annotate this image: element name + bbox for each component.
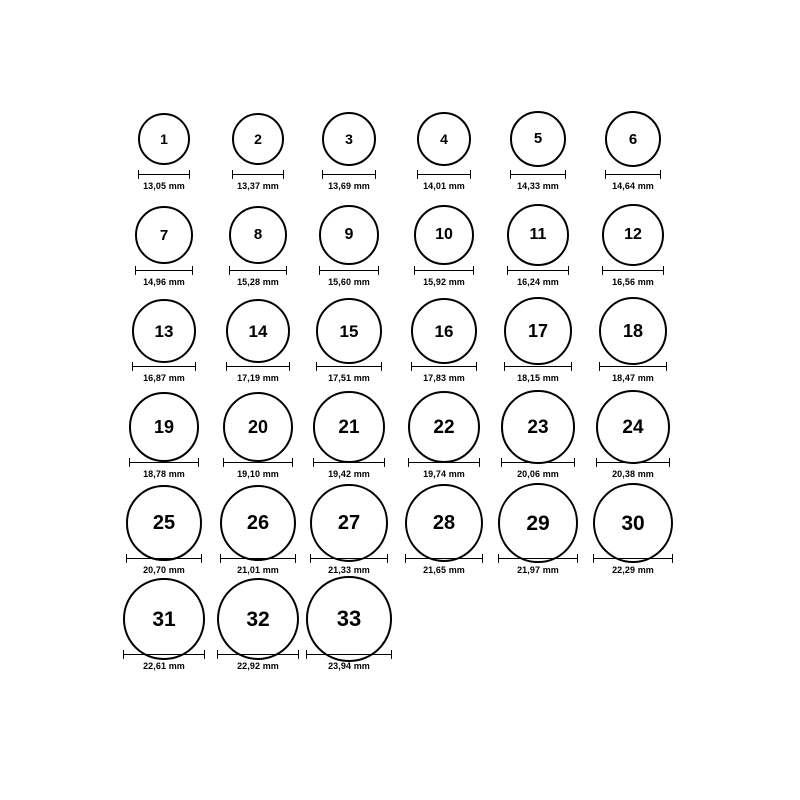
ring-circle-holder bbox=[417, 108, 472, 170]
ring-circle-holder bbox=[306, 588, 391, 650]
ring-size-number: 8 bbox=[253, 226, 263, 244]
ring-circle bbox=[135, 206, 193, 264]
dimension-annotation bbox=[126, 554, 201, 575]
dimension-line-icon bbox=[132, 362, 196, 371]
ring-diameter-label: 14,96 mm bbox=[143, 277, 185, 287]
dimension-line-icon bbox=[223, 458, 293, 467]
ring-circle bbox=[602, 204, 665, 267]
dimension-line-icon bbox=[605, 170, 662, 179]
dimension-line-icon bbox=[507, 266, 569, 275]
dimension-line-icon bbox=[596, 458, 670, 467]
dimension-annotation bbox=[501, 458, 574, 479]
ring-diameter-label: 21,33 mm bbox=[328, 565, 370, 575]
ring-circle-holder bbox=[132, 300, 196, 362]
dimension-annotation bbox=[408, 458, 480, 479]
dimension-annotation bbox=[217, 650, 299, 671]
ring-size-number: 21 bbox=[338, 416, 360, 438]
dimension-line-icon bbox=[510, 170, 566, 179]
ring-circle bbox=[232, 113, 285, 166]
ring-circle-holder bbox=[229, 204, 288, 266]
ring-size-cell bbox=[289, 588, 409, 684]
dimension-annotation bbox=[498, 554, 577, 575]
ring-circle bbox=[223, 392, 293, 462]
ring-circle-holder bbox=[501, 396, 574, 458]
dimension-line-icon bbox=[229, 266, 288, 275]
ring-diameter-label: 21,97 mm bbox=[517, 565, 559, 575]
dimension-annotation bbox=[226, 362, 291, 383]
ring-diameter-label: 19,42 mm bbox=[328, 469, 370, 479]
ring-circle-holder bbox=[316, 300, 382, 362]
dimension-line-icon bbox=[220, 554, 296, 563]
dimension-line-icon bbox=[322, 170, 376, 179]
ring-size-number: 33 bbox=[336, 606, 362, 631]
ring-circle bbox=[138, 113, 190, 165]
ring-circle-holder bbox=[605, 108, 662, 170]
ring-size-number: 12 bbox=[624, 226, 642, 243]
ring-size-number: 22 bbox=[433, 416, 455, 438]
ring-diameter-label: 14,33 mm bbox=[517, 181, 559, 191]
dimension-line-icon bbox=[498, 554, 577, 563]
ring-size-number: 23 bbox=[527, 416, 549, 438]
ring-size-cell bbox=[573, 396, 693, 492]
ring-diameter-label: 20,38 mm bbox=[612, 469, 654, 479]
ring-circle-holder bbox=[226, 300, 291, 362]
ring-diameter-label: 17,19 mm bbox=[237, 373, 279, 383]
ring-size-number: 2 bbox=[254, 131, 262, 147]
ring-diameter-label: 14,64 mm bbox=[612, 181, 654, 191]
ring-circle bbox=[593, 483, 673, 563]
dimension-annotation bbox=[232, 170, 285, 191]
ring-circle-holder bbox=[217, 588, 299, 650]
ring-size-number: 4 bbox=[440, 130, 448, 147]
dimension-annotation bbox=[599, 362, 668, 383]
ring-size-number: 13 bbox=[154, 321, 174, 341]
ring-circle-holder bbox=[135, 204, 193, 266]
dimension-line-icon bbox=[129, 458, 198, 467]
dimension-annotation bbox=[316, 362, 382, 383]
dimension-line-icon bbox=[602, 266, 665, 275]
ring-circle bbox=[316, 298, 382, 364]
ring-circle-holder bbox=[129, 396, 198, 458]
ring-circle bbox=[313, 391, 384, 462]
ring-size-number: 29 bbox=[526, 511, 550, 535]
ring-diameter-label: 17,83 mm bbox=[423, 373, 465, 383]
ring-diameter-label: 23,94 mm bbox=[328, 661, 370, 671]
ring-size-number: 5 bbox=[533, 130, 543, 148]
ring-circle bbox=[408, 391, 480, 463]
ring-diameter-label: 22,61 mm bbox=[143, 661, 185, 671]
ring-size-number: 20 bbox=[247, 417, 269, 437]
dimension-annotation bbox=[129, 458, 198, 479]
dimension-annotation bbox=[138, 170, 190, 191]
ring-diameter-label: 18,78 mm bbox=[143, 469, 185, 479]
dimension-annotation bbox=[417, 170, 472, 191]
ring-circle-holder bbox=[498, 492, 577, 554]
ring-circle-holder bbox=[510, 108, 566, 170]
ring-size-number: 32 bbox=[246, 607, 270, 631]
ring-diameter-label: 20,06 mm bbox=[517, 469, 559, 479]
ring-size-number: 16 bbox=[434, 321, 454, 341]
dimension-line-icon bbox=[408, 458, 480, 467]
ring-circle bbox=[226, 299, 291, 364]
dimension-annotation bbox=[602, 266, 665, 287]
ring-diameter-label: 15,28 mm bbox=[237, 277, 279, 287]
ring-diameter-label: 20,70 mm bbox=[143, 565, 185, 575]
ring-circle-holder bbox=[414, 204, 475, 266]
ring-circle bbox=[596, 390, 670, 464]
ring-diameter-label: 15,60 mm bbox=[328, 277, 370, 287]
dimension-annotation bbox=[596, 458, 670, 479]
ring-circle-holder bbox=[405, 492, 483, 554]
dimension-line-icon bbox=[123, 650, 204, 659]
dimension-line-icon bbox=[310, 554, 387, 563]
ring-circle-holder bbox=[504, 300, 572, 362]
ring-circle bbox=[605, 111, 662, 168]
ring-circle-holder bbox=[123, 588, 204, 650]
ring-size-number: 31 bbox=[152, 607, 176, 631]
ring-circle-holder bbox=[223, 396, 293, 458]
ring-circle bbox=[322, 112, 376, 166]
ring-circle bbox=[217, 578, 299, 660]
ring-circle-holder bbox=[322, 108, 376, 170]
ring-circle-holder bbox=[408, 396, 480, 458]
ring-diameter-label: 13,37 mm bbox=[237, 181, 279, 191]
ring-circle bbox=[229, 206, 288, 265]
ring-size-cell bbox=[573, 204, 693, 300]
ring-size-number: 28 bbox=[432, 512, 456, 534]
ring-diameter-label: 22,92 mm bbox=[237, 661, 279, 671]
dimension-line-icon bbox=[417, 170, 472, 179]
ring-size-number: 19 bbox=[153, 417, 175, 437]
ring-circle bbox=[306, 576, 391, 661]
dimension-annotation bbox=[229, 266, 288, 287]
ring-circle bbox=[129, 392, 198, 461]
ring-circle bbox=[504, 297, 572, 365]
dimension-line-icon bbox=[135, 266, 193, 275]
ring-circle bbox=[498, 483, 577, 562]
ring-circle bbox=[411, 298, 478, 365]
dimension-annotation bbox=[310, 554, 387, 575]
ring-circle bbox=[126, 485, 201, 560]
dimension-line-icon bbox=[313, 458, 384, 467]
ring-diameter-label: 13,05 mm bbox=[143, 181, 185, 191]
ring-circle bbox=[414, 205, 475, 266]
dimension-line-icon bbox=[599, 362, 668, 371]
ring-diameter-label: 18,15 mm bbox=[517, 373, 559, 383]
ring-circle bbox=[220, 485, 296, 561]
ring-diameter-label: 18,47 mm bbox=[612, 373, 654, 383]
ring-circle-holder bbox=[310, 492, 387, 554]
ring-diameter-label: 19,74 mm bbox=[423, 469, 465, 479]
dimension-annotation bbox=[414, 266, 475, 287]
ring-diameter-label: 21,65 mm bbox=[423, 565, 465, 575]
dimension-annotation bbox=[411, 362, 478, 383]
ring-diameter-label: 17,51 mm bbox=[328, 373, 370, 383]
ring-size-number: 14 bbox=[248, 321, 268, 341]
ring-circle-holder bbox=[313, 396, 384, 458]
ring-size-cell bbox=[573, 108, 693, 204]
ring-circle bbox=[319, 205, 379, 265]
ring-size-number: 30 bbox=[621, 511, 645, 535]
dimension-line-icon bbox=[405, 554, 483, 563]
ring-size-number: 9 bbox=[344, 225, 354, 243]
ring-circle-holder bbox=[138, 108, 190, 170]
dimension-annotation bbox=[313, 458, 384, 479]
ring-size-number: 10 bbox=[435, 226, 453, 243]
ring-diameter-label: 16,56 mm bbox=[612, 277, 654, 287]
dimension-annotation bbox=[510, 170, 566, 191]
ring-circle-holder bbox=[599, 300, 668, 362]
ring-size-number: 7 bbox=[159, 226, 169, 244]
ring-circle-holder bbox=[319, 204, 379, 266]
ring-size-number: 1 bbox=[160, 131, 168, 147]
ring-circle bbox=[405, 484, 483, 562]
ring-circle-holder bbox=[602, 204, 665, 266]
ring-size-number: 25 bbox=[152, 512, 176, 534]
ring-circle-holder bbox=[232, 108, 285, 170]
dimension-annotation bbox=[322, 170, 376, 191]
dimension-line-icon bbox=[306, 650, 391, 659]
ring-diameter-label: 16,87 mm bbox=[143, 373, 185, 383]
dimension-annotation bbox=[593, 554, 673, 575]
dimension-annotation bbox=[405, 554, 483, 575]
dimension-annotation bbox=[223, 458, 293, 479]
ring-diameter-label: 15,92 mm bbox=[423, 277, 465, 287]
ring-size-number: 26 bbox=[246, 512, 270, 534]
dimension-line-icon bbox=[411, 362, 478, 371]
dimension-line-icon bbox=[126, 554, 201, 563]
ring-circle bbox=[501, 390, 574, 463]
ring-diameter-label: 22,29 mm bbox=[612, 565, 654, 575]
dimension-annotation bbox=[319, 266, 379, 287]
dimension-annotation bbox=[605, 170, 662, 191]
ring-circle bbox=[417, 112, 472, 167]
ring-size-number: 6 bbox=[628, 130, 638, 148]
ring-diameter-label: 13,69 mm bbox=[328, 181, 370, 191]
ring-circle bbox=[132, 299, 196, 363]
dimension-annotation bbox=[507, 266, 569, 287]
ring-diameter-label: 16,24 mm bbox=[517, 277, 559, 287]
dimension-annotation bbox=[132, 362, 196, 383]
ring-circle bbox=[599, 297, 668, 366]
ring-circle bbox=[123, 578, 204, 659]
ring-size-number: 27 bbox=[337, 512, 361, 534]
ring-circle-holder bbox=[593, 492, 673, 554]
ring-size-number: 24 bbox=[622, 416, 644, 438]
dimension-annotation bbox=[504, 362, 572, 383]
dimension-annotation bbox=[123, 650, 204, 671]
ring-size-number: 15 bbox=[339, 321, 359, 341]
dimension-line-icon bbox=[504, 362, 572, 371]
dimension-line-icon bbox=[232, 170, 285, 179]
dimension-line-icon bbox=[593, 554, 673, 563]
dimension-line-icon bbox=[316, 362, 382, 371]
ring-circle bbox=[510, 111, 566, 167]
dimension-line-icon bbox=[217, 650, 299, 659]
ring-diameter-label: 14,01 mm bbox=[423, 181, 465, 191]
ring-size-number: 17 bbox=[527, 321, 548, 341]
dimension-annotation bbox=[220, 554, 296, 575]
ring-size-cell bbox=[573, 300, 693, 396]
ring-size-number: 18 bbox=[622, 321, 643, 341]
dimension-annotation bbox=[135, 266, 193, 287]
ring-circle bbox=[507, 204, 569, 266]
ring-circle-holder bbox=[596, 396, 670, 458]
dimension-line-icon bbox=[138, 170, 190, 179]
ring-size-number: 3 bbox=[345, 131, 353, 147]
dimension-line-icon bbox=[414, 266, 475, 275]
dimension-annotation bbox=[306, 650, 391, 671]
ring-circle-holder bbox=[220, 492, 296, 554]
ring-circle-holder bbox=[507, 204, 569, 266]
ring-size-number: 11 bbox=[529, 226, 547, 243]
ring-diameter-label: 21,01 mm bbox=[237, 565, 279, 575]
ring-diameter-label: 19,10 mm bbox=[237, 469, 279, 479]
ring-size-cell bbox=[573, 492, 693, 588]
ring-circle-holder bbox=[126, 492, 201, 554]
ring-circle bbox=[310, 484, 387, 561]
dimension-line-icon bbox=[226, 362, 291, 371]
ring-circle-holder bbox=[411, 300, 478, 362]
dimension-line-icon bbox=[319, 266, 379, 275]
dimension-line-icon bbox=[501, 458, 574, 467]
